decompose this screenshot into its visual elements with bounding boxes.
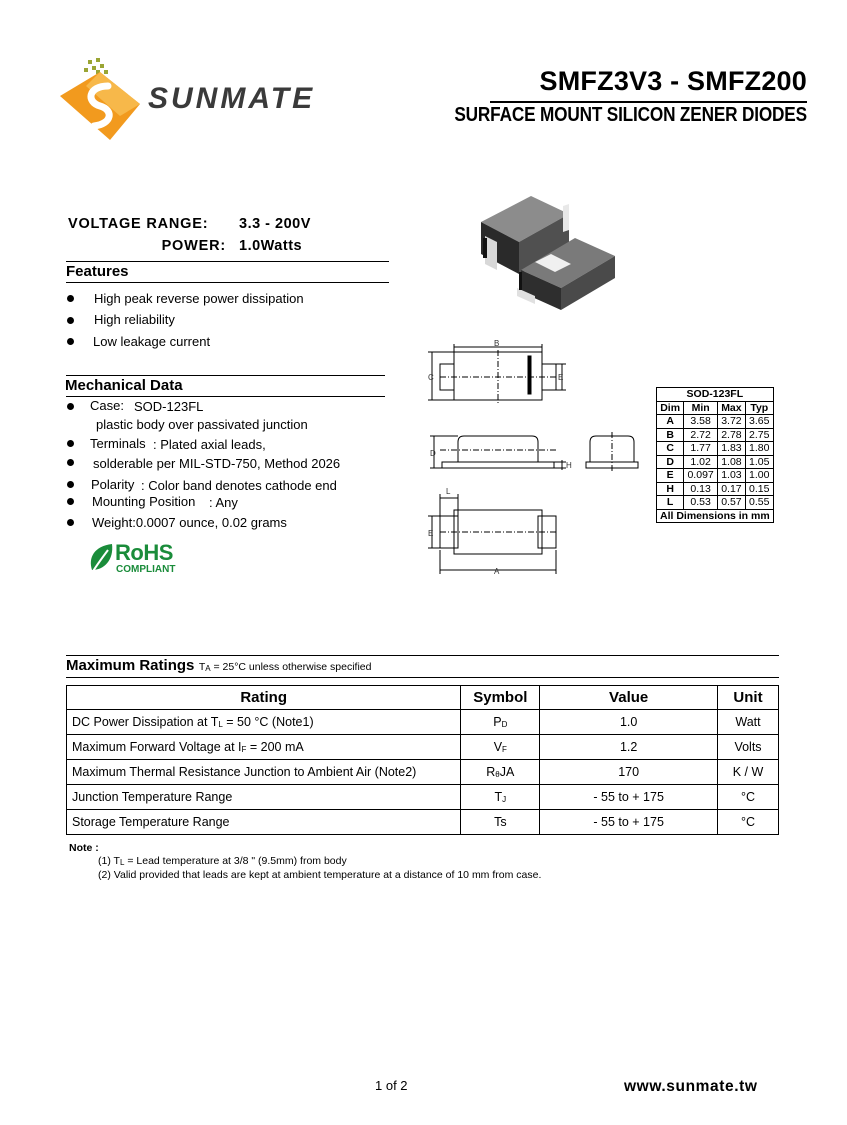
dim-cell: L <box>657 496 684 510</box>
dim-cell: A <box>657 415 684 429</box>
dim-table-title: SOD-123FL <box>657 388 774 402</box>
ratings-header: Value <box>540 686 718 710</box>
polarity-value: : Color band denotes cathode end <box>141 478 337 493</box>
feature-item: High peak reverse power dissipation <box>94 291 304 306</box>
terminals-detail: solderable per MIL-STD-750, Method 2026 <box>93 456 341 471</box>
unit-cell: Watt <box>718 710 779 735</box>
bullet <box>67 440 74 447</box>
dim-cell: D <box>657 455 684 469</box>
table-row <box>67 710 779 735</box>
symbol-cell: $V_F$ <box>461 735 540 760</box>
symbol-cell: Ts <box>461 810 540 835</box>
note-1: (1) $T_L$ = Lead temperature at 3/8 " (9.5mm) from body <box>98 855 347 867</box>
symbol-cell: $P_D$ <box>461 710 540 735</box>
note-heading: Note : <box>69 842 99 854</box>
dim-label-c: C <box>428 373 434 382</box>
features-heading: Features <box>66 263 129 280</box>
outline-drawing <box>420 338 650 578</box>
case-value: SOD-123FL <box>134 399 204 414</box>
voltage-value: 3.3 - 200V <box>239 216 311 232</box>
dim-label-l: L <box>446 487 451 496</box>
dim-cell: 0.15 <box>745 482 773 496</box>
dim-cell: E <box>657 469 684 483</box>
value-cell: - 55 to + 175 <box>540 810 718 835</box>
value-cell: 1.2 <box>540 735 718 760</box>
dim-row <box>657 415 774 429</box>
dim-cell: 0.53 <box>684 496 718 510</box>
mechanical-heading: Mechanical Data <box>65 377 183 394</box>
ratings-heading: Maximum Ratings <box>66 657 195 674</box>
dim-cell: 0.55 <box>745 496 773 510</box>
dim-label-d: D <box>430 449 436 458</box>
dim-header: Min <box>684 401 718 415</box>
dim-row <box>657 442 774 456</box>
dim-cell: 2.75 <box>745 428 773 442</box>
dim-cell: H <box>657 482 684 496</box>
dim-label-e: E <box>558 373 564 382</box>
dim-cell: 1.08 <box>718 455 746 469</box>
ratings-header: Unit <box>718 686 779 710</box>
dim-cell: 1.02 <box>684 455 718 469</box>
website-link[interactable]: www.sunmate.tw <box>624 1078 758 1095</box>
mech-bottom-rule <box>66 396 385 397</box>
bullet <box>67 338 74 345</box>
rating-cell: Maximum Thermal Resistance Junction to Ambient Air (Note2) <box>67 760 461 785</box>
rating-cell: Junction Temperature Range <box>67 785 461 810</box>
bullet <box>67 481 74 488</box>
weight-text: Weight:0.0007 ounce, 0.02 grams <box>92 515 287 530</box>
dim-row <box>657 455 774 469</box>
table-row <box>67 760 779 785</box>
dim-label-e2: E <box>428 529 434 538</box>
dim-cell: C <box>657 442 684 456</box>
title-rule <box>490 101 807 103</box>
polarity-label: Polarity <box>91 477 135 492</box>
features-bottom-rule <box>66 282 389 283</box>
feature-item: High reliability <box>94 312 175 327</box>
unit-cell: Volts <box>718 735 779 760</box>
rohs-text: RoHS <box>115 540 173 565</box>
dim-cell: 1.03 <box>718 469 746 483</box>
voltage-label: VOLTAGE RANGE: <box>68 216 209 232</box>
table-row <box>67 735 779 760</box>
dim-label-a: A <box>494 567 500 576</box>
dim-header: Dim <box>657 401 684 415</box>
rating-cell: Storage Temperature Range <box>67 810 461 835</box>
dim-cell: 2.72 <box>684 428 718 442</box>
bullet <box>67 317 74 324</box>
dim-cell: 1.83 <box>718 442 746 456</box>
page-title: SMFZ3V3 - SMFZ200 <box>539 66 807 96</box>
dim-table-footer: All Dimensions in mm <box>657 509 774 523</box>
dim-cell: B <box>657 428 684 442</box>
features-top-rule <box>66 261 389 262</box>
leaf-icon <box>86 542 116 578</box>
dim-label-h: H <box>566 461 572 470</box>
dim-row <box>657 469 774 483</box>
rating-cell: Maximum Forward Voltage at $I_F = 200$ mA <box>67 735 461 760</box>
unit-cell: °C <box>718 810 779 835</box>
ratings-bottom-rule <box>66 677 779 678</box>
feature-item: Low leakage current <box>93 334 211 349</box>
note-2: (2) Valid provided that leads are kept at ambient temperature at a distance of 10 mm from case. <box>98 869 542 881</box>
brand-logo <box>58 56 328 146</box>
mounting-label: Mounting Position <box>92 494 196 509</box>
dim-header: Typ <box>745 401 773 415</box>
symbol-cell: $T_J$ <box>461 785 540 810</box>
unit-cell: K / W <box>718 760 779 785</box>
dim-label-b: B <box>494 339 500 348</box>
dim-cell: 1.77 <box>684 442 718 456</box>
dim-cell: 1.00 <box>745 469 773 483</box>
power-value: 1.0Watts <box>239 238 303 254</box>
ratings-top-rule <box>66 655 779 656</box>
dim-cell: 1.80 <box>745 442 773 456</box>
page-subtitle: SURFACE MOUNT SILICON ZENER DIODES <box>454 104 807 126</box>
dim-cell: 3.58 <box>684 415 718 429</box>
ratings-heading-row <box>66 657 372 675</box>
dim-row <box>657 428 774 442</box>
ratings-header: Symbol <box>461 686 540 710</box>
ratings-header: Rating <box>67 686 461 710</box>
ratings-condition: $T_A = 25^\circ C$ unless otherwise specified <box>198 661 372 673</box>
brand-wordmark: SUNMATE <box>148 82 316 115</box>
value-cell: 170 <box>540 760 718 785</box>
bullet <box>67 295 74 302</box>
dim-cell: 1.05 <box>745 455 773 469</box>
terminals-value: : Plated axial leads, <box>153 437 266 452</box>
bullet <box>67 519 74 526</box>
dim-cell: 0.57 <box>718 496 746 510</box>
ratings-table <box>66 685 779 835</box>
mech-top-rule <box>66 375 385 376</box>
unit-cell: °C <box>718 785 779 810</box>
dim-cell: 0.17 <box>718 482 746 496</box>
mounting-value: : Any <box>209 495 238 510</box>
table-row <box>67 785 779 810</box>
rating-cell: DC Power Dissipation at $T_L = 50$ °C (Note1) <box>67 710 461 735</box>
rohs-badge <box>86 540 196 580</box>
dim-row <box>657 496 774 510</box>
table-row <box>67 810 779 835</box>
value-cell: - 55 to + 175 <box>540 785 718 810</box>
symbol-cell: $R_\theta JA$ <box>461 760 540 785</box>
page-number: 1 of 2 <box>375 1078 408 1093</box>
power-label: POWER: <box>161 238 226 254</box>
dim-header: Max <box>718 401 746 415</box>
dim-cell: 3.72 <box>718 415 746 429</box>
rohs-compliant: COMPLIANT <box>116 564 176 575</box>
dim-cell: 0.097 <box>684 469 718 483</box>
dimension-table <box>656 387 774 523</box>
value-cell: 1.0 <box>540 710 718 735</box>
terminals-label: Terminals <box>90 436 146 451</box>
case-detail: plastic body over passivated junction <box>96 417 308 432</box>
dim-cell: 2.78 <box>718 428 746 442</box>
case-label: Case: <box>90 398 124 413</box>
dim-cell: 0.13 <box>684 482 718 496</box>
package-photo <box>475 192 625 312</box>
bullet <box>67 403 74 410</box>
bullet <box>67 498 74 505</box>
dim-row <box>657 482 774 496</box>
bullet <box>67 459 74 466</box>
dim-cell: 3.65 <box>745 415 773 429</box>
